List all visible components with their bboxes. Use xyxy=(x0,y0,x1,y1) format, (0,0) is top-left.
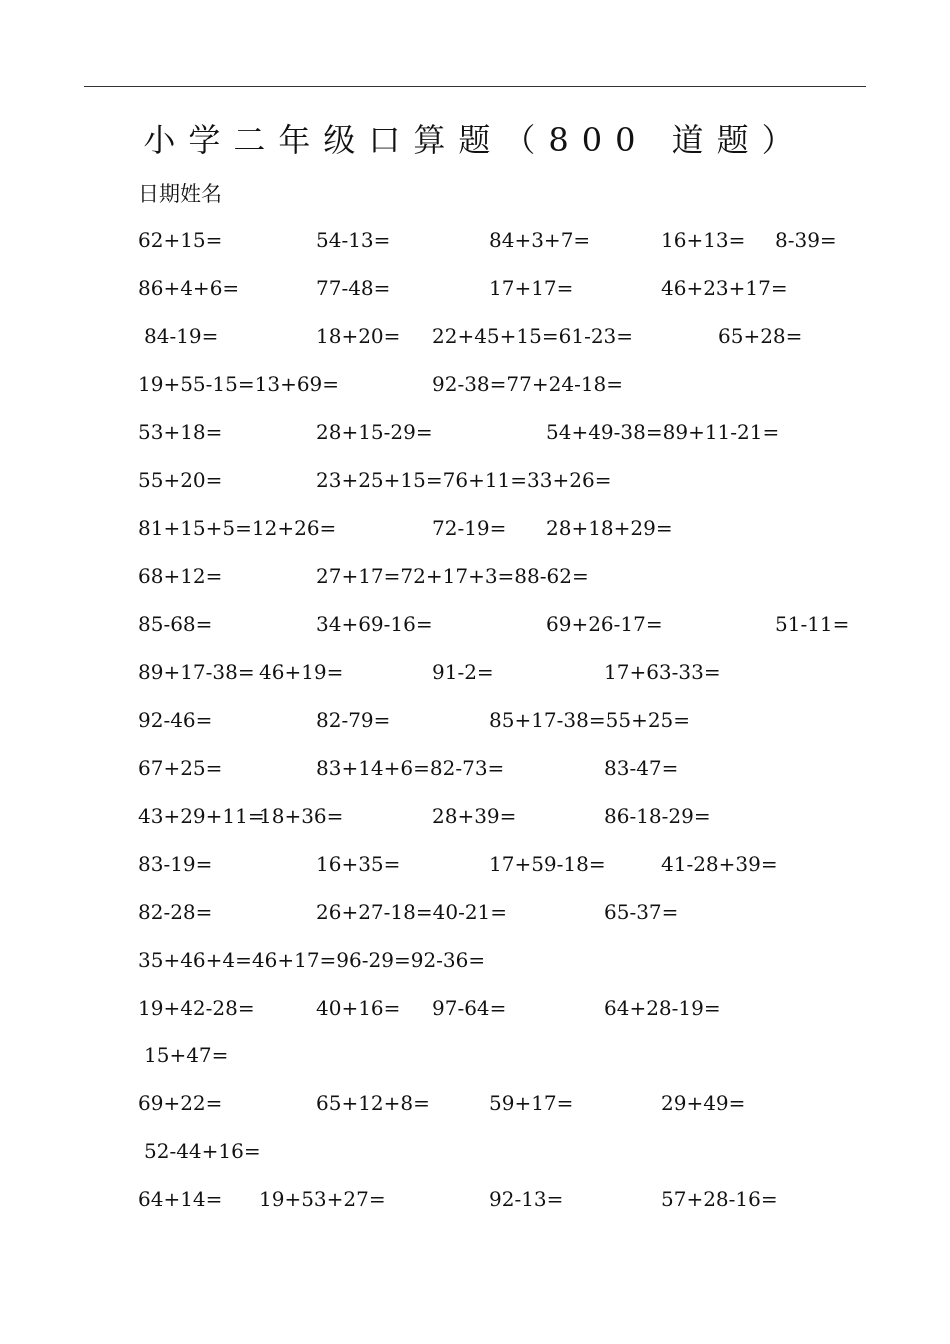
math-problem: 77-48= xyxy=(316,276,391,300)
math-problem: 83-19= xyxy=(138,852,213,876)
math-problem: 69+22= xyxy=(138,1091,223,1115)
math-problem: 62+15= xyxy=(138,228,223,252)
math-problem: 65-37= xyxy=(604,900,679,924)
math-problem: 92-13= xyxy=(489,1187,564,1211)
math-problem: 46+19= xyxy=(259,660,344,684)
math-problem: 8-39= xyxy=(775,228,837,252)
math-problem: 16+35= xyxy=(316,852,401,876)
math-problem: 89+17-38= xyxy=(138,660,255,684)
math-problem: 92-46= xyxy=(138,708,213,732)
math-problem: 83-47= xyxy=(604,756,679,780)
math-problem: 18+36= xyxy=(259,804,344,828)
math-problem: 19+42-28= xyxy=(138,996,255,1020)
math-problem: 91-2= xyxy=(432,660,494,684)
math-problem: 28+18+29= xyxy=(546,516,673,540)
math-problem: 40+16= xyxy=(316,996,401,1020)
math-problem: 35+46+4=46+17=96-29=92-36= xyxy=(138,948,486,972)
math-problem: 43+29+11= xyxy=(138,804,265,828)
math-problem: 83+14+6=82-73= xyxy=(316,756,505,780)
math-problem: 22+45+15=61-23= xyxy=(432,324,634,348)
math-problem: 17+63-33= xyxy=(604,660,721,684)
math-problem: 84+3+7= xyxy=(489,228,591,252)
math-problem: 67+25= xyxy=(138,756,223,780)
math-problem: 86-18-29= xyxy=(604,804,711,828)
top-rule xyxy=(84,86,866,87)
math-problem: 86+4+6= xyxy=(138,276,240,300)
math-problem: 64+14= xyxy=(138,1187,223,1211)
math-problem: 23+25+15=76+11=33+26= xyxy=(316,468,612,492)
math-problem: 51-11= xyxy=(775,612,850,636)
math-problem: 55+20= xyxy=(138,468,223,492)
math-problem: 15+47= xyxy=(144,1043,229,1067)
math-problem: 84-19= xyxy=(144,324,219,348)
math-problem: 19+55-15=13+69= xyxy=(138,372,340,396)
math-problem: 72-19= xyxy=(432,516,507,540)
math-problem: 81+15+5=12+26= xyxy=(138,516,337,540)
math-problem: 65+12+8= xyxy=(316,1091,430,1115)
math-problem: 53+18= xyxy=(138,420,223,444)
math-problem: 59+17= xyxy=(489,1091,574,1115)
math-problem: 46+23+17= xyxy=(661,276,788,300)
math-problem: 85-68= xyxy=(138,612,213,636)
math-problem: 28+15-29= xyxy=(316,420,433,444)
math-problem: 82-79= xyxy=(316,708,391,732)
math-problem: 85+17-38=55+25= xyxy=(489,708,691,732)
page-title: 小学二年级口算题（800 道题） xyxy=(143,121,807,159)
math-problem: 17+59-18= xyxy=(489,852,606,876)
math-problem: 16+13= xyxy=(661,228,746,252)
math-problem: 17+17= xyxy=(489,276,574,300)
math-problem: 97-64= xyxy=(432,996,507,1020)
math-problem: 19+53+27= xyxy=(259,1187,386,1211)
math-problem: 34+69-16= xyxy=(316,612,433,636)
math-problem: 28+39= xyxy=(432,804,517,828)
math-problem: 82-28= xyxy=(138,900,213,924)
math-problem: 64+28-19= xyxy=(604,996,721,1020)
math-problem: 68+12= xyxy=(138,564,223,588)
math-problem: 27+17=72+17+3=88-62= xyxy=(316,564,589,588)
math-problem: 41-28+39= xyxy=(661,852,778,876)
math-problem: 54-13= xyxy=(316,228,391,252)
math-problem: 92-38=77+24-18= xyxy=(432,372,624,396)
math-problem: 52-44+16= xyxy=(144,1139,261,1163)
date-name-label: 日期姓名 xyxy=(138,182,222,206)
math-problem: 26+27-18=40-21= xyxy=(316,900,508,924)
math-problem: 54+49-38=89+11-21= xyxy=(546,420,780,444)
math-problem: 69+26-17= xyxy=(546,612,663,636)
math-problem: 65+28= xyxy=(718,324,803,348)
math-problem: 18+20= xyxy=(316,324,401,348)
math-problem: 57+28-16= xyxy=(661,1187,778,1211)
math-problem: 29+49= xyxy=(661,1091,746,1115)
